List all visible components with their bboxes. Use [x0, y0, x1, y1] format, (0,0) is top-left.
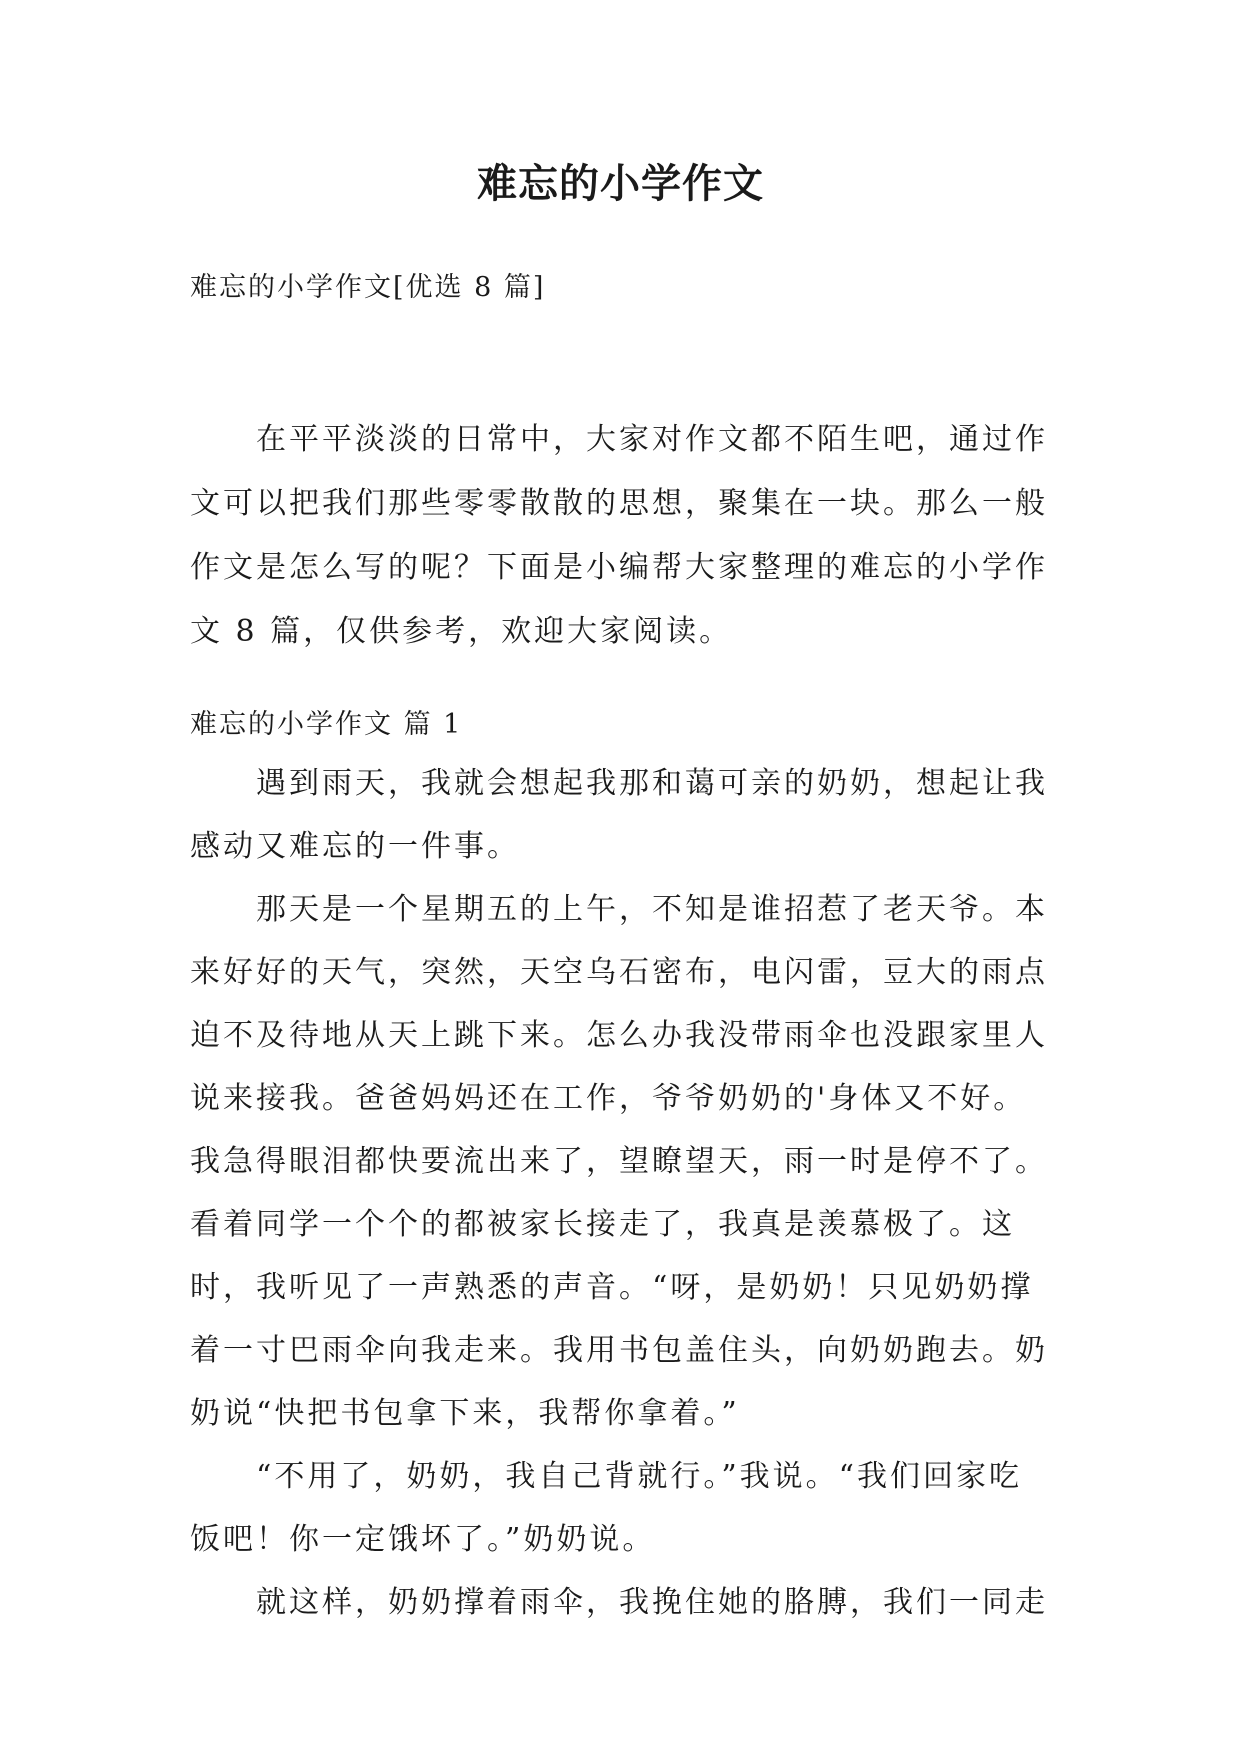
intro-paragraph: 在平平淡淡的日常中，大家对作文都不陌生吧，通过作文可以把我们那些零零散散的思想，聚集在一块。那么一般作文是怎么写的呢？下面是小编帮大家整理的难忘的小学作文 8 篇，仅供参考，欢迎大家阅读。: [190, 422, 1048, 649]
essay-paragraph: 遇到雨天，我就会想起我那和蔼可亲的奶奶，想起让我感动又难忘的一件事。: [190, 766, 1048, 864]
essay-body: [190, 752, 1052, 1634]
essay-paragraph: 那天是一个星期五的上午，不知是谁招惹了老天爷。本来好好的天气，突然，天空乌石密布，电闪雷，豆大的雨点迫不及待地从天上跳下来。怎么办我没带雨伞也没跟家里人说来接我。爸爸妈妈还在工作，爷爷奶奶的'身体又不好。我急得眼泪都快要流出来了，望瞭望天，雨一时是停不了。看着同学一个个的都被家长接走了，我真是羡慕极了。这时，我听见了一声熟悉的声音。“呀，是奶奶！只见奶奶撑着一寸巴雨伞向我走来。我用书包盖住头，向奶奶跑去。奶奶说“快把书包拿下来，我帮你拿着。”: [190, 892, 1048, 1431]
essay-paragraph: “不用了，奶奶，我自己背就行。”我说。“我们回家吃饭吧！你一定饿坏了。”奶奶说。: [190, 1459, 1023, 1557]
document-subtitle: 难忘的小学作文[优选 8 篇]: [190, 272, 546, 303]
section-heading: 难忘的小学作文 篇 1: [190, 709, 463, 740]
essay-paragraph: 就这样，奶奶撑着雨伞，我挽住她的胳膊，我们一同走: [256, 1585, 1048, 1620]
document-title: 难忘的小学作文: [477, 160, 764, 207]
